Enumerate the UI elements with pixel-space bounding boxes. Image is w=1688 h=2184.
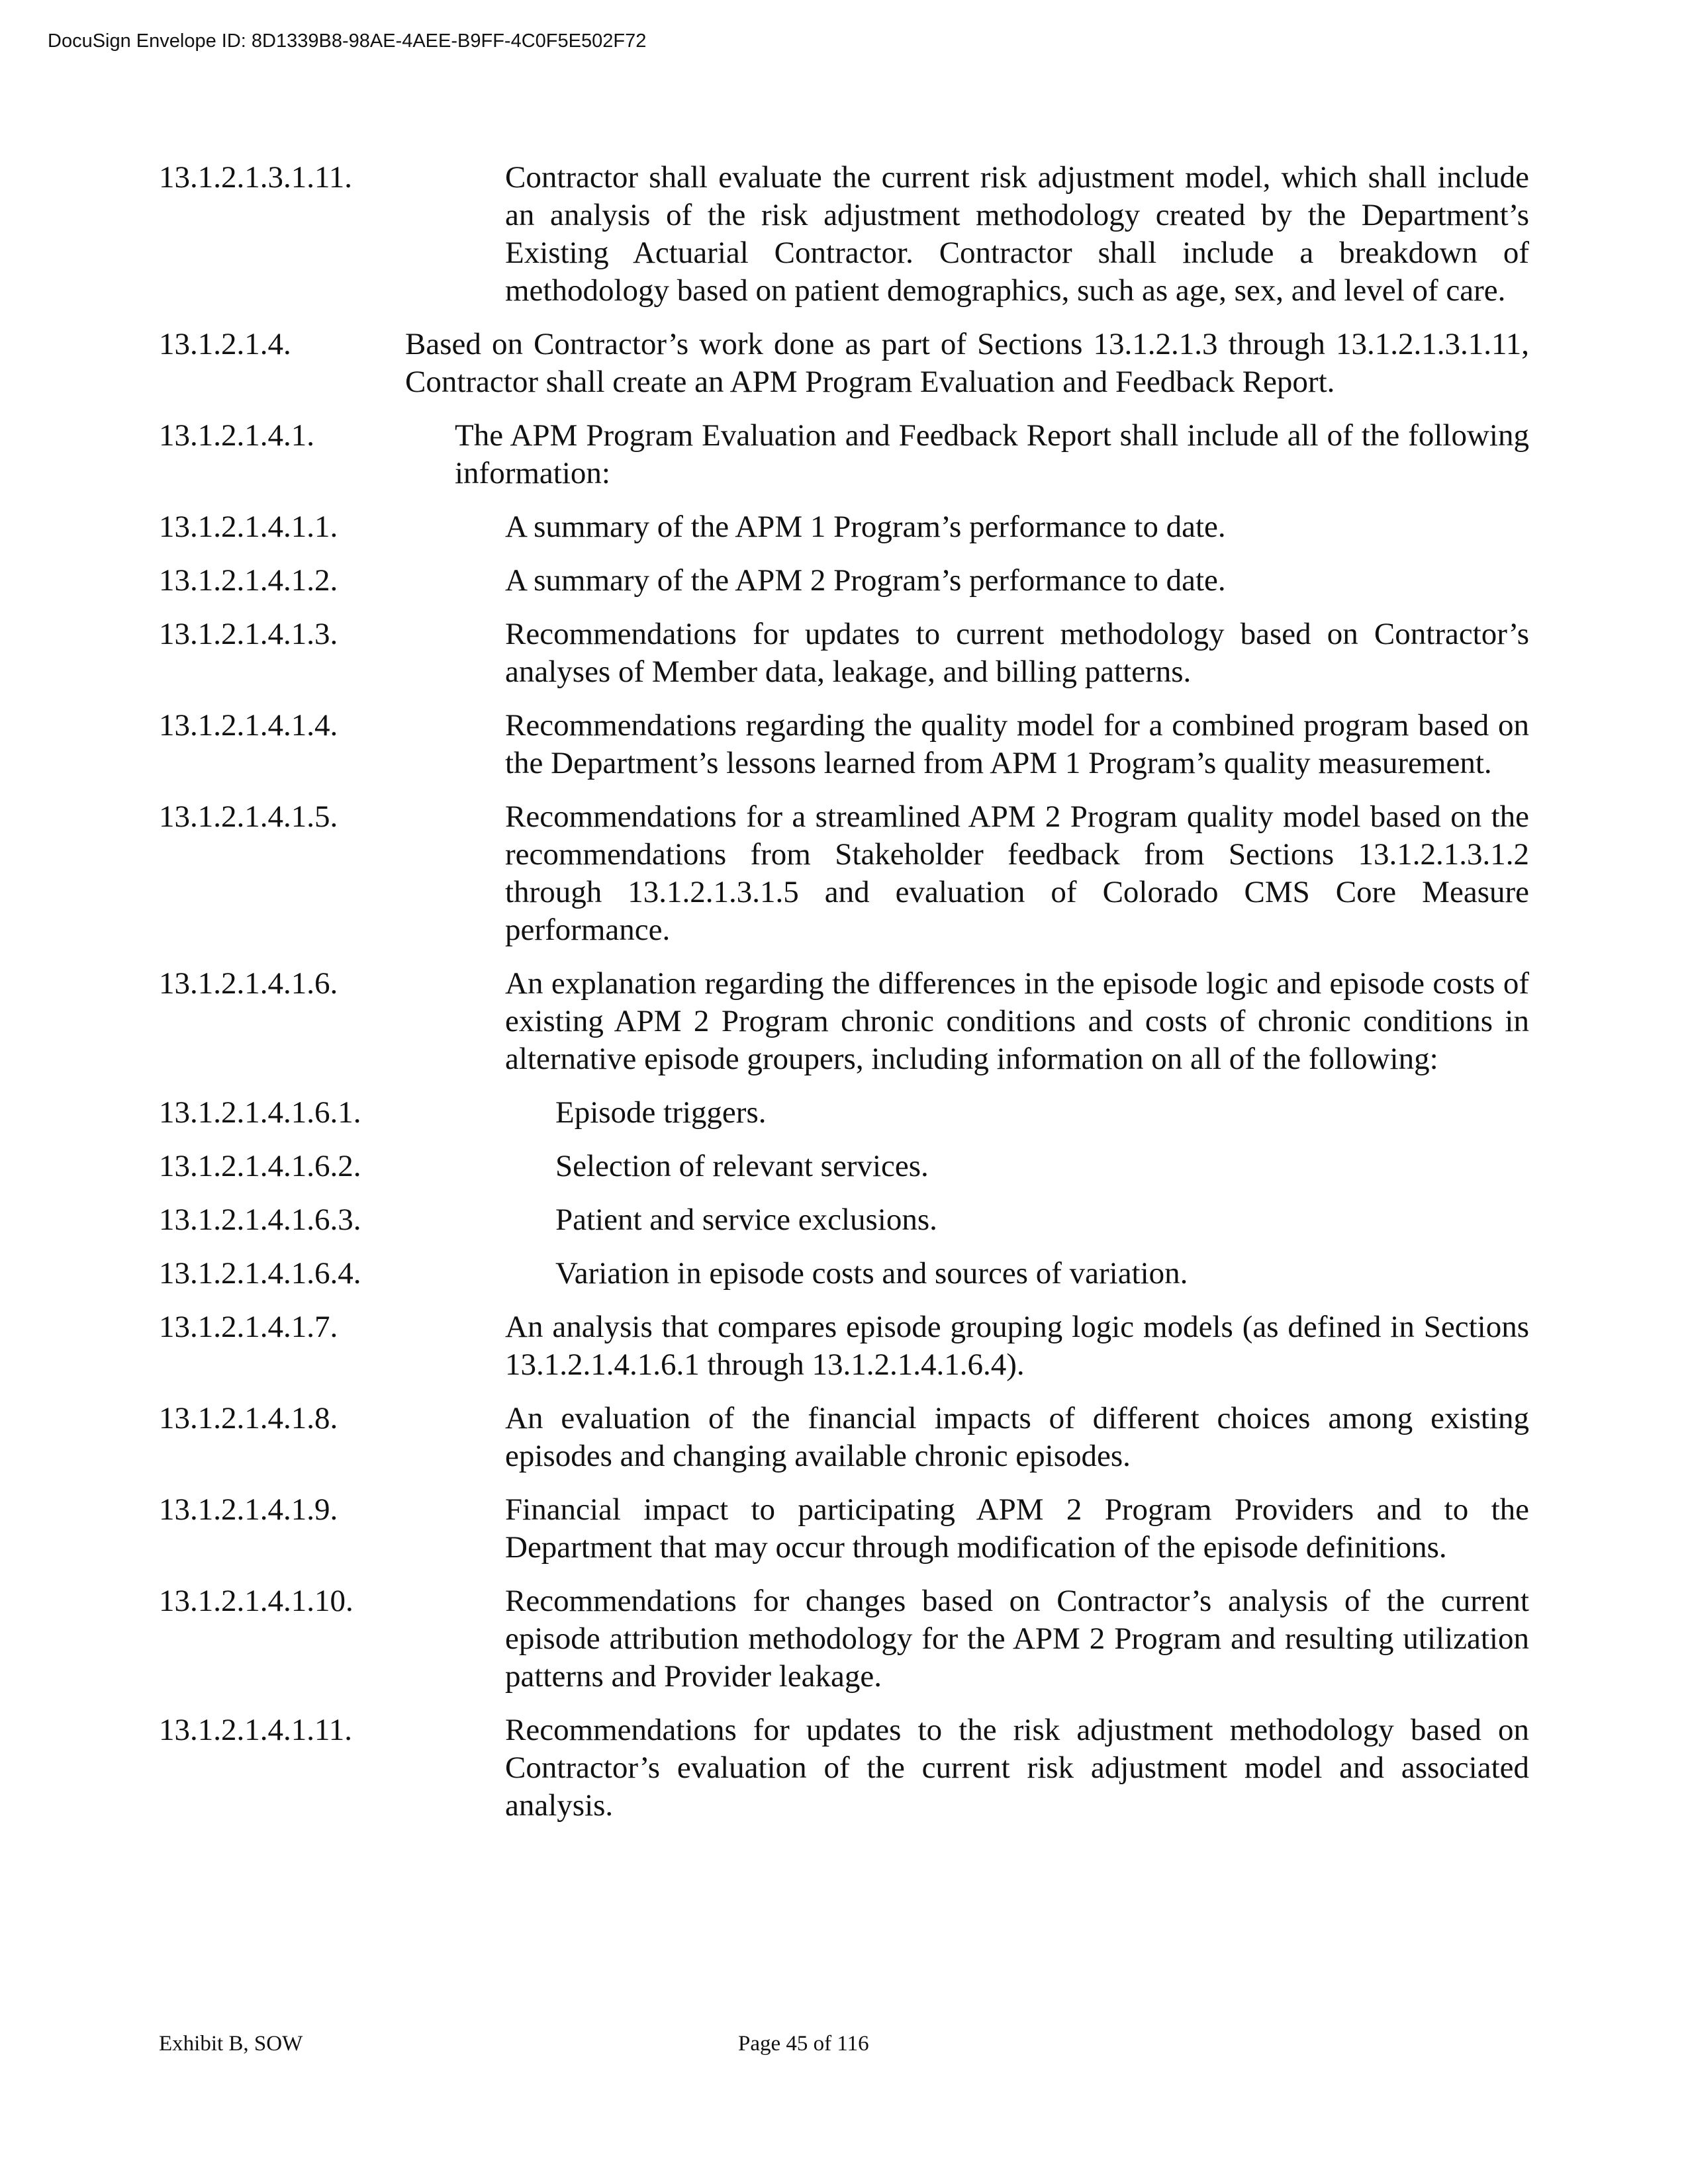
clause-item xyxy=(159,707,1529,782)
clause-number: 13.1.2.1.4.1.6.3. xyxy=(159,1203,361,1237)
clause-number: 13.1.2.1.4.1. xyxy=(159,418,314,453)
clause-number: 13.1.2.1.4.1.6.2. xyxy=(159,1149,361,1183)
clause-text: Patient and service exclusions. xyxy=(555,1203,937,1237)
clause-item xyxy=(159,1094,1529,1132)
footer-page-number: Page 45 of 116 xyxy=(738,2032,869,2056)
clause-number: 13.1.2.1.4.1.8. xyxy=(159,1401,338,1435)
clause-item xyxy=(159,615,1529,691)
clause-item xyxy=(159,1148,1529,1185)
clause-number: 13.1.2.1.4.1.10. xyxy=(159,1584,353,1618)
clause-number: 13.1.2.1.4.1.11. xyxy=(159,1713,353,1747)
clause-item xyxy=(159,798,1529,949)
footer-exhibit-label: Exhibit B, SOW xyxy=(159,2032,303,2056)
clause-item xyxy=(159,1582,1529,1696)
clause-item xyxy=(159,1400,1529,1475)
clause-text: A summary of the APM 2 Program’s performance to date. xyxy=(505,563,1226,598)
clause-item xyxy=(159,1255,1529,1293)
clause-item xyxy=(159,326,1529,401)
clause-item xyxy=(159,508,1529,546)
clause-item xyxy=(159,562,1529,600)
clause-number: 13.1.2.1.4.1.6.1. xyxy=(159,1095,361,1130)
clause-number: 13.1.2.1.4.1.7. xyxy=(159,1310,338,1344)
clause-item xyxy=(159,159,1529,310)
clause-text: An explanation regarding the differences in the episode logic and episode costs of existing APM 2 Program chronic conditions and costs of chronic conditions in alternative episode groupers, including information on all of the following: xyxy=(505,966,1529,1076)
clause-number: 13.1.2.1.4.1.9. xyxy=(159,1492,338,1527)
clause-text: Selection of relevant services. xyxy=(555,1149,929,1183)
clause-text: Contractor shall evaluate the current risk adjustment model, which shall include an analysis of the risk adjustment methodology created by the Department’s Existing Actuarial Contractor. Contractor shall include a breakdown of methodology based on patient demographics, such as age, sex, and level of care. xyxy=(505,160,1529,308)
clause-item xyxy=(159,1711,1529,1825)
clause-number: 13.1.2.1.3.1.11. xyxy=(159,160,353,195)
clause-text: Recommendations for a streamlined APM 2 Program quality model based on the recommendations from Stakeholder feedback from Sections 13.1.2.1.3.1.2 through 13.1.2.1.3.1.5 and evaluation of Colorado CMS Core Measure performance. xyxy=(505,799,1529,947)
clause-text: Variation in episode costs and sources of variation. xyxy=(555,1256,1188,1291)
clause-item xyxy=(159,1308,1529,1384)
clause-text: Recommendations for updates to current methodology based on Contractor’s analyses of Member data, leakage, and billing patterns. xyxy=(505,617,1529,689)
clause-number: 13.1.2.1.4.1.4. xyxy=(159,708,338,743)
clause-number: 13.1.2.1.4.1.6. xyxy=(159,966,338,1001)
clause-number: 13.1.2.1.4. xyxy=(159,327,291,361)
clause-item xyxy=(159,417,1529,492)
clause-text: An analysis that compares episode grouping logic models (as defined in Sections 13.1.2.1.4.1.6.1 through 13.1.2.1.4.1.6.4). xyxy=(505,1310,1529,1382)
clause-text: An evaluation of the financial impacts of different choices among existing episodes and changing available chronic episodes. xyxy=(505,1401,1529,1473)
clause-number: 13.1.2.1.4.1.1. xyxy=(159,510,338,544)
clause-item xyxy=(159,965,1529,1078)
clause-text: Based on Contractor’s work done as part of Sections 13.1.2.1.3 through 13.1.2.1.3.1.11, Contractor shall create an APM Program Evaluation and Feedback Report. xyxy=(405,327,1529,399)
clause-number: 13.1.2.1.4.1.3. xyxy=(159,617,338,651)
clause-text: The APM Program Evaluation and Feedback Report shall include all of the following information: xyxy=(455,418,1529,490)
clause-item xyxy=(159,1201,1529,1239)
clause-text: Recommendations for changes based on Contractor’s analysis of the current episode attribution methodology for the APM 2 Program and resulting utilization patterns and Provider leakage. xyxy=(505,1584,1529,1694)
clause-text: Recommendations regarding the quality model for a combined program based on the Department’s lessons learned from APM 1 Program’s quality measurement. xyxy=(505,708,1529,780)
clause-text: Recommendations for updates to the risk adjustment methodology based on Contractor’s evaluation of the current risk adjustment model and associated analysis. xyxy=(505,1713,1529,1823)
document-body xyxy=(159,159,1529,1841)
clause-number: 13.1.2.1.4.1.5. xyxy=(159,799,338,834)
clause-number: 13.1.2.1.4.1.6.4. xyxy=(159,1256,361,1291)
clause-text: Episode triggers. xyxy=(555,1095,767,1130)
clause-number: 13.1.2.1.4.1.2. xyxy=(159,563,338,598)
clause-text: A summary of the APM 1 Program’s performance to date. xyxy=(505,510,1226,544)
envelope-id-header: DocuSign Envelope ID: 8D1339B8-98AE-4AEE-B9FF-4C0F5E502F72 xyxy=(48,30,647,52)
clause-text: Financial impact to participating APM 2 Program Providers and to the Department that may occur through modification of the episode definitions. xyxy=(505,1492,1529,1565)
clause-item xyxy=(159,1491,1529,1567)
